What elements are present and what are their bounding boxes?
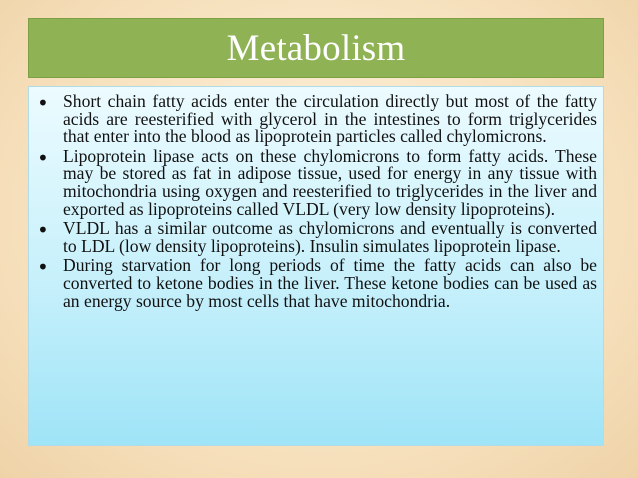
bullet-icon: • bbox=[37, 145, 49, 170]
bullet-text: During starvation for long periods of time the fatty acids can also be converted to ketone bodies in the liver. These ketone bodies can be used as an energy source by most cells that have mitochondria. bbox=[63, 255, 597, 311]
bullet-icon: • bbox=[37, 218, 49, 243]
bullet-icon: • bbox=[37, 91, 49, 115]
content-box bbox=[28, 86, 604, 446]
slide-title: Metabolism bbox=[226, 27, 406, 69]
bullet-item bbox=[37, 257, 597, 310]
bullet-item bbox=[37, 93, 597, 146]
bullet-text: Short chain fatty acids enter the circulation directly but most of the fatty acids are reesterified with glycerol in the intestines to form triglycerides that enter into the blood as lipoprotein particles called chylomicrons. bbox=[63, 91, 597, 147]
bullet-text: Lipoprotein lipase acts on these chylomicrons to form fatty acids. These may be stored as fat in adipose tissue, used for energy in any tissue with mitochondria using oxygen and reesterified to triglycerides in the liver and exported as lipoproteins called VLDL (very low density lipoproteins). bbox=[63, 145, 597, 219]
bullet-text: VLDL has a similar outcome as chylomicrons and eventually is converted to LDL (low density lipoproteins). Insulin simulates lipoprotein lipase. bbox=[63, 218, 597, 256]
bullet-list bbox=[37, 93, 597, 310]
bullet-item bbox=[37, 220, 597, 255]
bullet-item bbox=[37, 145, 597, 219]
title-bar bbox=[28, 18, 604, 78]
bullet-icon: • bbox=[37, 255, 49, 280]
